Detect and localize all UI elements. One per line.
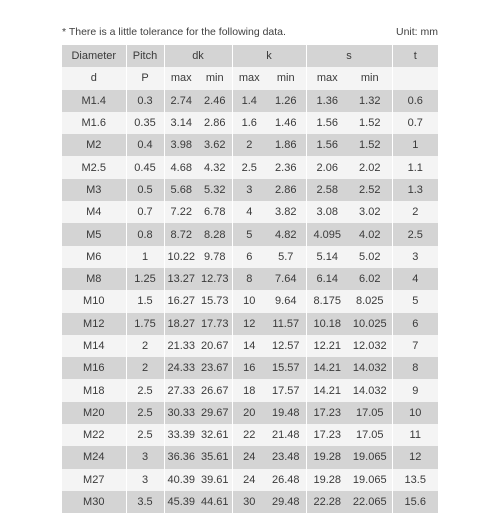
cell-diameter: M18 xyxy=(62,379,126,401)
table-row xyxy=(62,335,438,357)
cell-k-min: 1.46 xyxy=(266,112,306,134)
cell-diameter: M5 xyxy=(62,223,126,245)
cell-s-min: 10.025 xyxy=(348,313,392,335)
cell-pitch: 1.5 xyxy=(126,290,164,312)
cell-dk-max: 30.33 xyxy=(164,402,198,424)
dimension-table xyxy=(62,45,438,513)
cell-s-min: 17.05 xyxy=(348,402,392,424)
cell-k-min: 2.36 xyxy=(266,156,306,178)
subheader-s-max: max xyxy=(306,67,348,89)
cell-t: 12 xyxy=(392,446,438,468)
cell-dk-max: 27.33 xyxy=(164,379,198,401)
cell-pitch: 0.8 xyxy=(126,223,164,245)
subheader-d: d xyxy=(62,67,126,89)
cell-dk-max: 45.39 xyxy=(164,491,198,513)
table-row xyxy=(62,491,438,513)
cell-k-max: 24 xyxy=(232,446,266,468)
cell-k-max: 8 xyxy=(232,268,266,290)
cell-t: 0.7 xyxy=(392,112,438,134)
cell-k-max: 22 xyxy=(232,424,266,446)
table-row xyxy=(62,156,438,178)
cell-dk-min: 32.61 xyxy=(198,424,232,446)
cell-pitch: 1.25 xyxy=(126,268,164,290)
cell-dk-min: 44.61 xyxy=(198,491,232,513)
cell-t: 2.5 xyxy=(392,223,438,245)
cell-s-min: 1.52 xyxy=(348,134,392,156)
cell-pitch: 1.75 xyxy=(126,313,164,335)
cell-pitch: 0.45 xyxy=(126,156,164,178)
cell-pitch: 0.35 xyxy=(126,112,164,134)
subheader-k-min: min xyxy=(266,67,306,89)
cell-t: 13.5 xyxy=(392,469,438,491)
cell-k-min: 12.57 xyxy=(266,335,306,357)
table-row xyxy=(62,379,438,401)
cell-diameter: M30 xyxy=(62,491,126,513)
cell-diameter: M2.5 xyxy=(62,156,126,178)
cell-diameter: M4 xyxy=(62,201,126,223)
cell-dk-max: 16.27 xyxy=(164,290,198,312)
cell-s-max: 17.23 xyxy=(306,424,348,446)
cell-k-min: 5.7 xyxy=(266,246,306,268)
cell-s-max: 10.18 xyxy=(306,313,348,335)
cell-s-min: 4.02 xyxy=(348,223,392,245)
cell-k-min: 29.48 xyxy=(266,491,306,513)
table-row xyxy=(62,469,438,491)
cell-s-max: 2.06 xyxy=(306,156,348,178)
cell-s-max: 22.28 xyxy=(306,491,348,513)
cell-dk-max: 13.27 xyxy=(164,268,198,290)
cell-s-max: 3.08 xyxy=(306,201,348,223)
subheader-s-min: min xyxy=(348,67,392,89)
cell-k-min: 3.82 xyxy=(266,201,306,223)
cell-t: 6 xyxy=(392,313,438,335)
cell-dk-max: 2.74 xyxy=(164,90,198,112)
cell-k-max: 6 xyxy=(232,246,266,268)
cell-s-max: 12.21 xyxy=(306,335,348,357)
cell-diameter: M20 xyxy=(62,402,126,424)
cell-s-max: 14.21 xyxy=(306,379,348,401)
cell-k-min: 4.82 xyxy=(266,223,306,245)
header-pitch: Pitch xyxy=(126,45,164,67)
header-s: s xyxy=(306,45,392,67)
cell-s-min: 14.032 xyxy=(348,357,392,379)
cell-s-max: 19.28 xyxy=(306,446,348,468)
cell-diameter: M24 xyxy=(62,446,126,468)
cell-s-max: 17.23 xyxy=(306,402,348,424)
cell-s-min: 3.02 xyxy=(348,201,392,223)
cell-dk-min: 2.86 xyxy=(198,112,232,134)
unit-label: Unit: mm xyxy=(396,26,438,38)
table-row xyxy=(62,179,438,201)
cell-diameter: M3 xyxy=(62,179,126,201)
cell-diameter: M1.6 xyxy=(62,112,126,134)
cell-dk-min: 3.62 xyxy=(198,134,232,156)
cell-pitch: 0.5 xyxy=(126,179,164,201)
cell-dk-min: 9.78 xyxy=(198,246,232,268)
cell-dk-min: 6.78 xyxy=(198,201,232,223)
cell-s-min: 2.02 xyxy=(348,156,392,178)
cell-dk-max: 21.33 xyxy=(164,335,198,357)
cell-dk-max: 18.27 xyxy=(164,313,198,335)
cell-k-max: 2.5 xyxy=(232,156,266,178)
cell-k-min: 1.26 xyxy=(266,90,306,112)
cell-diameter: M8 xyxy=(62,268,126,290)
cell-s-min: 17.05 xyxy=(348,424,392,446)
cell-s-min: 12.032 xyxy=(348,335,392,357)
cell-t: 8 xyxy=(392,357,438,379)
cell-s-min: 1.32 xyxy=(348,90,392,112)
subheader-t-blank xyxy=(392,67,438,89)
table-body xyxy=(62,90,438,513)
cell-dk-min: 29.67 xyxy=(198,402,232,424)
cell-k-min: 19.48 xyxy=(266,402,306,424)
note-row xyxy=(62,26,438,42)
cell-pitch: 3 xyxy=(126,469,164,491)
cell-k-min: 26.48 xyxy=(266,469,306,491)
cell-s-max: 14.21 xyxy=(306,357,348,379)
cell-k-max: 2 xyxy=(232,134,266,156)
cell-t: 1 xyxy=(392,134,438,156)
cell-dk-max: 33.39 xyxy=(164,424,198,446)
cell-s-min: 6.02 xyxy=(348,268,392,290)
cell-diameter: M2 xyxy=(62,134,126,156)
header-dk: dk xyxy=(164,45,232,67)
cell-t: 2 xyxy=(392,201,438,223)
cell-s-min: 22.065 xyxy=(348,491,392,513)
cell-s-min: 2.52 xyxy=(348,179,392,201)
cell-dk-min: 20.67 xyxy=(198,335,232,357)
cell-s-max: 1.36 xyxy=(306,90,348,112)
cell-dk-max: 24.33 xyxy=(164,357,198,379)
cell-t: 0.6 xyxy=(392,90,438,112)
cell-k-min: 7.64 xyxy=(266,268,306,290)
cell-diameter: M12 xyxy=(62,313,126,335)
cell-k-max: 4 xyxy=(232,201,266,223)
table-row xyxy=(62,223,438,245)
table-row xyxy=(62,290,438,312)
cell-t: 4 xyxy=(392,268,438,290)
cell-s-max: 5.14 xyxy=(306,246,348,268)
table-row xyxy=(62,424,438,446)
cell-k-min: 21.48 xyxy=(266,424,306,446)
header-k: k xyxy=(232,45,306,67)
table-row xyxy=(62,246,438,268)
cell-dk-min: 2.46 xyxy=(198,90,232,112)
cell-k-max: 18 xyxy=(232,379,266,401)
cell-dk-min: 23.67 xyxy=(198,357,232,379)
cell-diameter: M22 xyxy=(62,424,126,446)
cell-s-max: 1.56 xyxy=(306,112,348,134)
cell-diameter: M27 xyxy=(62,469,126,491)
cell-pitch: 2 xyxy=(126,357,164,379)
cell-diameter: M10 xyxy=(62,290,126,312)
subheader-p: P xyxy=(126,67,164,89)
cell-pitch: 3.5 xyxy=(126,491,164,513)
cell-diameter: M6 xyxy=(62,246,126,268)
cell-k-max: 3 xyxy=(232,179,266,201)
cell-pitch: 2.5 xyxy=(126,424,164,446)
table-row xyxy=(62,402,438,424)
cell-dk-min: 39.61 xyxy=(198,469,232,491)
cell-k-min: 1.86 xyxy=(266,134,306,156)
cell-diameter: M14 xyxy=(62,335,126,357)
cell-pitch: 3 xyxy=(126,446,164,468)
cell-t: 10 xyxy=(392,402,438,424)
header-diameter: Diameter xyxy=(62,45,126,67)
cell-k-max: 5 xyxy=(232,223,266,245)
header-t: t xyxy=(392,45,438,67)
cell-diameter: M1.4 xyxy=(62,90,126,112)
table-row xyxy=(62,134,438,156)
cell-dk-max: 40.39 xyxy=(164,469,198,491)
cell-pitch: 0.4 xyxy=(126,134,164,156)
cell-dk-max: 7.22 xyxy=(164,201,198,223)
cell-s-max: 4.095 xyxy=(306,223,348,245)
cell-t: 15.6 xyxy=(392,491,438,513)
cell-k-max: 20 xyxy=(232,402,266,424)
cell-pitch: 2.5 xyxy=(126,379,164,401)
cell-s-min: 1.52 xyxy=(348,112,392,134)
cell-pitch: 0.3 xyxy=(126,90,164,112)
subheader-k-max: max xyxy=(232,67,266,89)
cell-k-min: 11.57 xyxy=(266,313,306,335)
subheader-dk-max: max xyxy=(164,67,198,89)
cell-k-max: 16 xyxy=(232,357,266,379)
cell-s-max: 6.14 xyxy=(306,268,348,290)
cell-dk-min: 8.28 xyxy=(198,223,232,245)
cell-s-min: 19.065 xyxy=(348,446,392,468)
cell-dk-max: 3.14 xyxy=(164,112,198,134)
table-row xyxy=(62,201,438,223)
cell-t: 1.3 xyxy=(392,179,438,201)
table-row xyxy=(62,112,438,134)
cell-s-min: 8.025 xyxy=(348,290,392,312)
cell-s-max: 8.175 xyxy=(306,290,348,312)
cell-dk-max: 8.72 xyxy=(164,223,198,245)
table-row xyxy=(62,268,438,290)
cell-pitch: 0.7 xyxy=(126,201,164,223)
cell-k-max: 1.6 xyxy=(232,112,266,134)
cell-k-max: 12 xyxy=(232,313,266,335)
cell-dk-min: 12.73 xyxy=(198,268,232,290)
cell-s-max: 19.28 xyxy=(306,469,348,491)
cell-pitch: 1 xyxy=(126,246,164,268)
cell-k-min: 23.48 xyxy=(266,446,306,468)
cell-dk-min: 26.67 xyxy=(198,379,232,401)
cell-dk-max: 5.68 xyxy=(164,179,198,201)
cell-dk-max: 4.68 xyxy=(164,156,198,178)
cell-k-min: 2.86 xyxy=(266,179,306,201)
table-row xyxy=(62,90,438,112)
cell-dk-min: 35.61 xyxy=(198,446,232,468)
cell-t: 7 xyxy=(392,335,438,357)
cell-dk-min: 5.32 xyxy=(198,179,232,201)
cell-k-max: 1.4 xyxy=(232,90,266,112)
header-row-sub xyxy=(62,67,438,89)
cell-k-max: 30 xyxy=(232,491,266,513)
tolerance-note: * There is a little tolerance for the following data. xyxy=(62,26,286,38)
cell-dk-min: 15.73 xyxy=(198,290,232,312)
cell-t: 11 xyxy=(392,424,438,446)
cell-pitch: 2.5 xyxy=(126,402,164,424)
cell-s-min: 14.032 xyxy=(348,379,392,401)
cell-t: 3 xyxy=(392,246,438,268)
cell-s-min: 19.065 xyxy=(348,469,392,491)
cell-dk-min: 4.32 xyxy=(198,156,232,178)
cell-dk-max: 3.98 xyxy=(164,134,198,156)
cell-k-min: 17.57 xyxy=(266,379,306,401)
table-row xyxy=(62,313,438,335)
cell-diameter: M16 xyxy=(62,357,126,379)
table-row xyxy=(62,446,438,468)
cell-k-max: 10 xyxy=(232,290,266,312)
cell-t: 9 xyxy=(392,379,438,401)
table-row xyxy=(62,357,438,379)
cell-s-max: 1.56 xyxy=(306,134,348,156)
cell-t: 1.1 xyxy=(392,156,438,178)
cell-s-max: 2.58 xyxy=(306,179,348,201)
cell-k-max: 24 xyxy=(232,469,266,491)
cell-k-min: 15.57 xyxy=(266,357,306,379)
cell-pitch: 2 xyxy=(126,335,164,357)
cell-s-min: 5.02 xyxy=(348,246,392,268)
cell-k-min: 9.64 xyxy=(266,290,306,312)
cell-k-max: 14 xyxy=(232,335,266,357)
cell-dk-max: 10.22 xyxy=(164,246,198,268)
header-row-main xyxy=(62,45,438,67)
cell-dk-min: 17.73 xyxy=(198,313,232,335)
cell-dk-max: 36.36 xyxy=(164,446,198,468)
subheader-dk-min: min xyxy=(198,67,232,89)
cell-t: 5 xyxy=(392,290,438,312)
